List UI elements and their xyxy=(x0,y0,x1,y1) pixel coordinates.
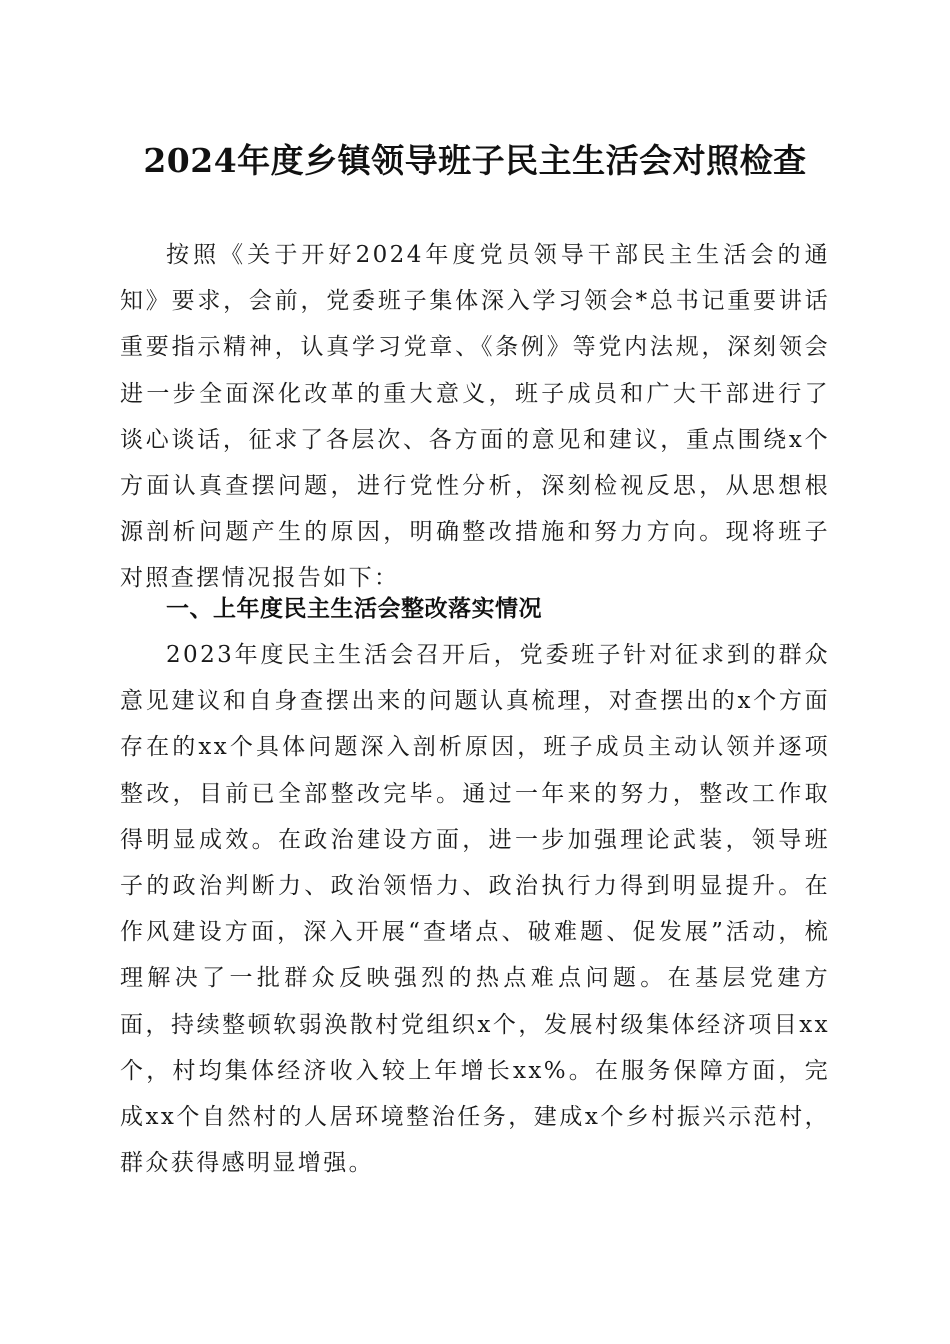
section-1-paragraph: 2023年度民主生活会召开后，党委班子针对征求到的群众意见建议和自身查摆出来的问题认真梳理，对查摆出的x个方面存在的xx个具体问题深入剖析原因，班子成员主动认领并逐项整改，目前已全部整改完毕。通过一年来的努力，整改工作取得明显成效。在政治建设方面，进一步加强理论武装，领导班子的政治判断力、政治领悟力、政治执行力得到明显提升。在作风建设方面，深入开展“查堵点、破难题、促发展”活动，梳理解决了一批群众反映强烈的热点难点问题。在基层党建方面，持续整顿软弱涣散村党组织x个，发展村级集体经济项目xx个，村均集体经济收入较上年增长xx%。在服务保障方面，完成xx个自然村的人居环境整治任务，建成x个乡村振兴示范村，群众获得感明显增强。 xyxy=(120,642,830,1177)
intro-paragraph: 按照《关于开好2024年度党员领导干部民主生活会的通知》要求，会前，党委班子集体深入学习领会*总书记重要讲话重要指示精神，认真学习党章、《条例》等党内法规，深刻领会进一步全面深化改革的重大意义，班子成员和广大干部进行了谈心谈话，征求了各层次、各方面的意见和建议，重点围绕x个方面认真查摆问题，进行党性分析，深刻检视反思，从思想根源剖析问题产生的原因，明确整改措施和努力方向。现将班子对照查摆情况报告如下： xyxy=(120,242,830,592)
section-heading: 一、上年度民主生活会整改落实情况 xyxy=(166,596,542,622)
document-title: 2024年度乡镇领导班子民主生活会对照检查 xyxy=(143,141,807,180)
